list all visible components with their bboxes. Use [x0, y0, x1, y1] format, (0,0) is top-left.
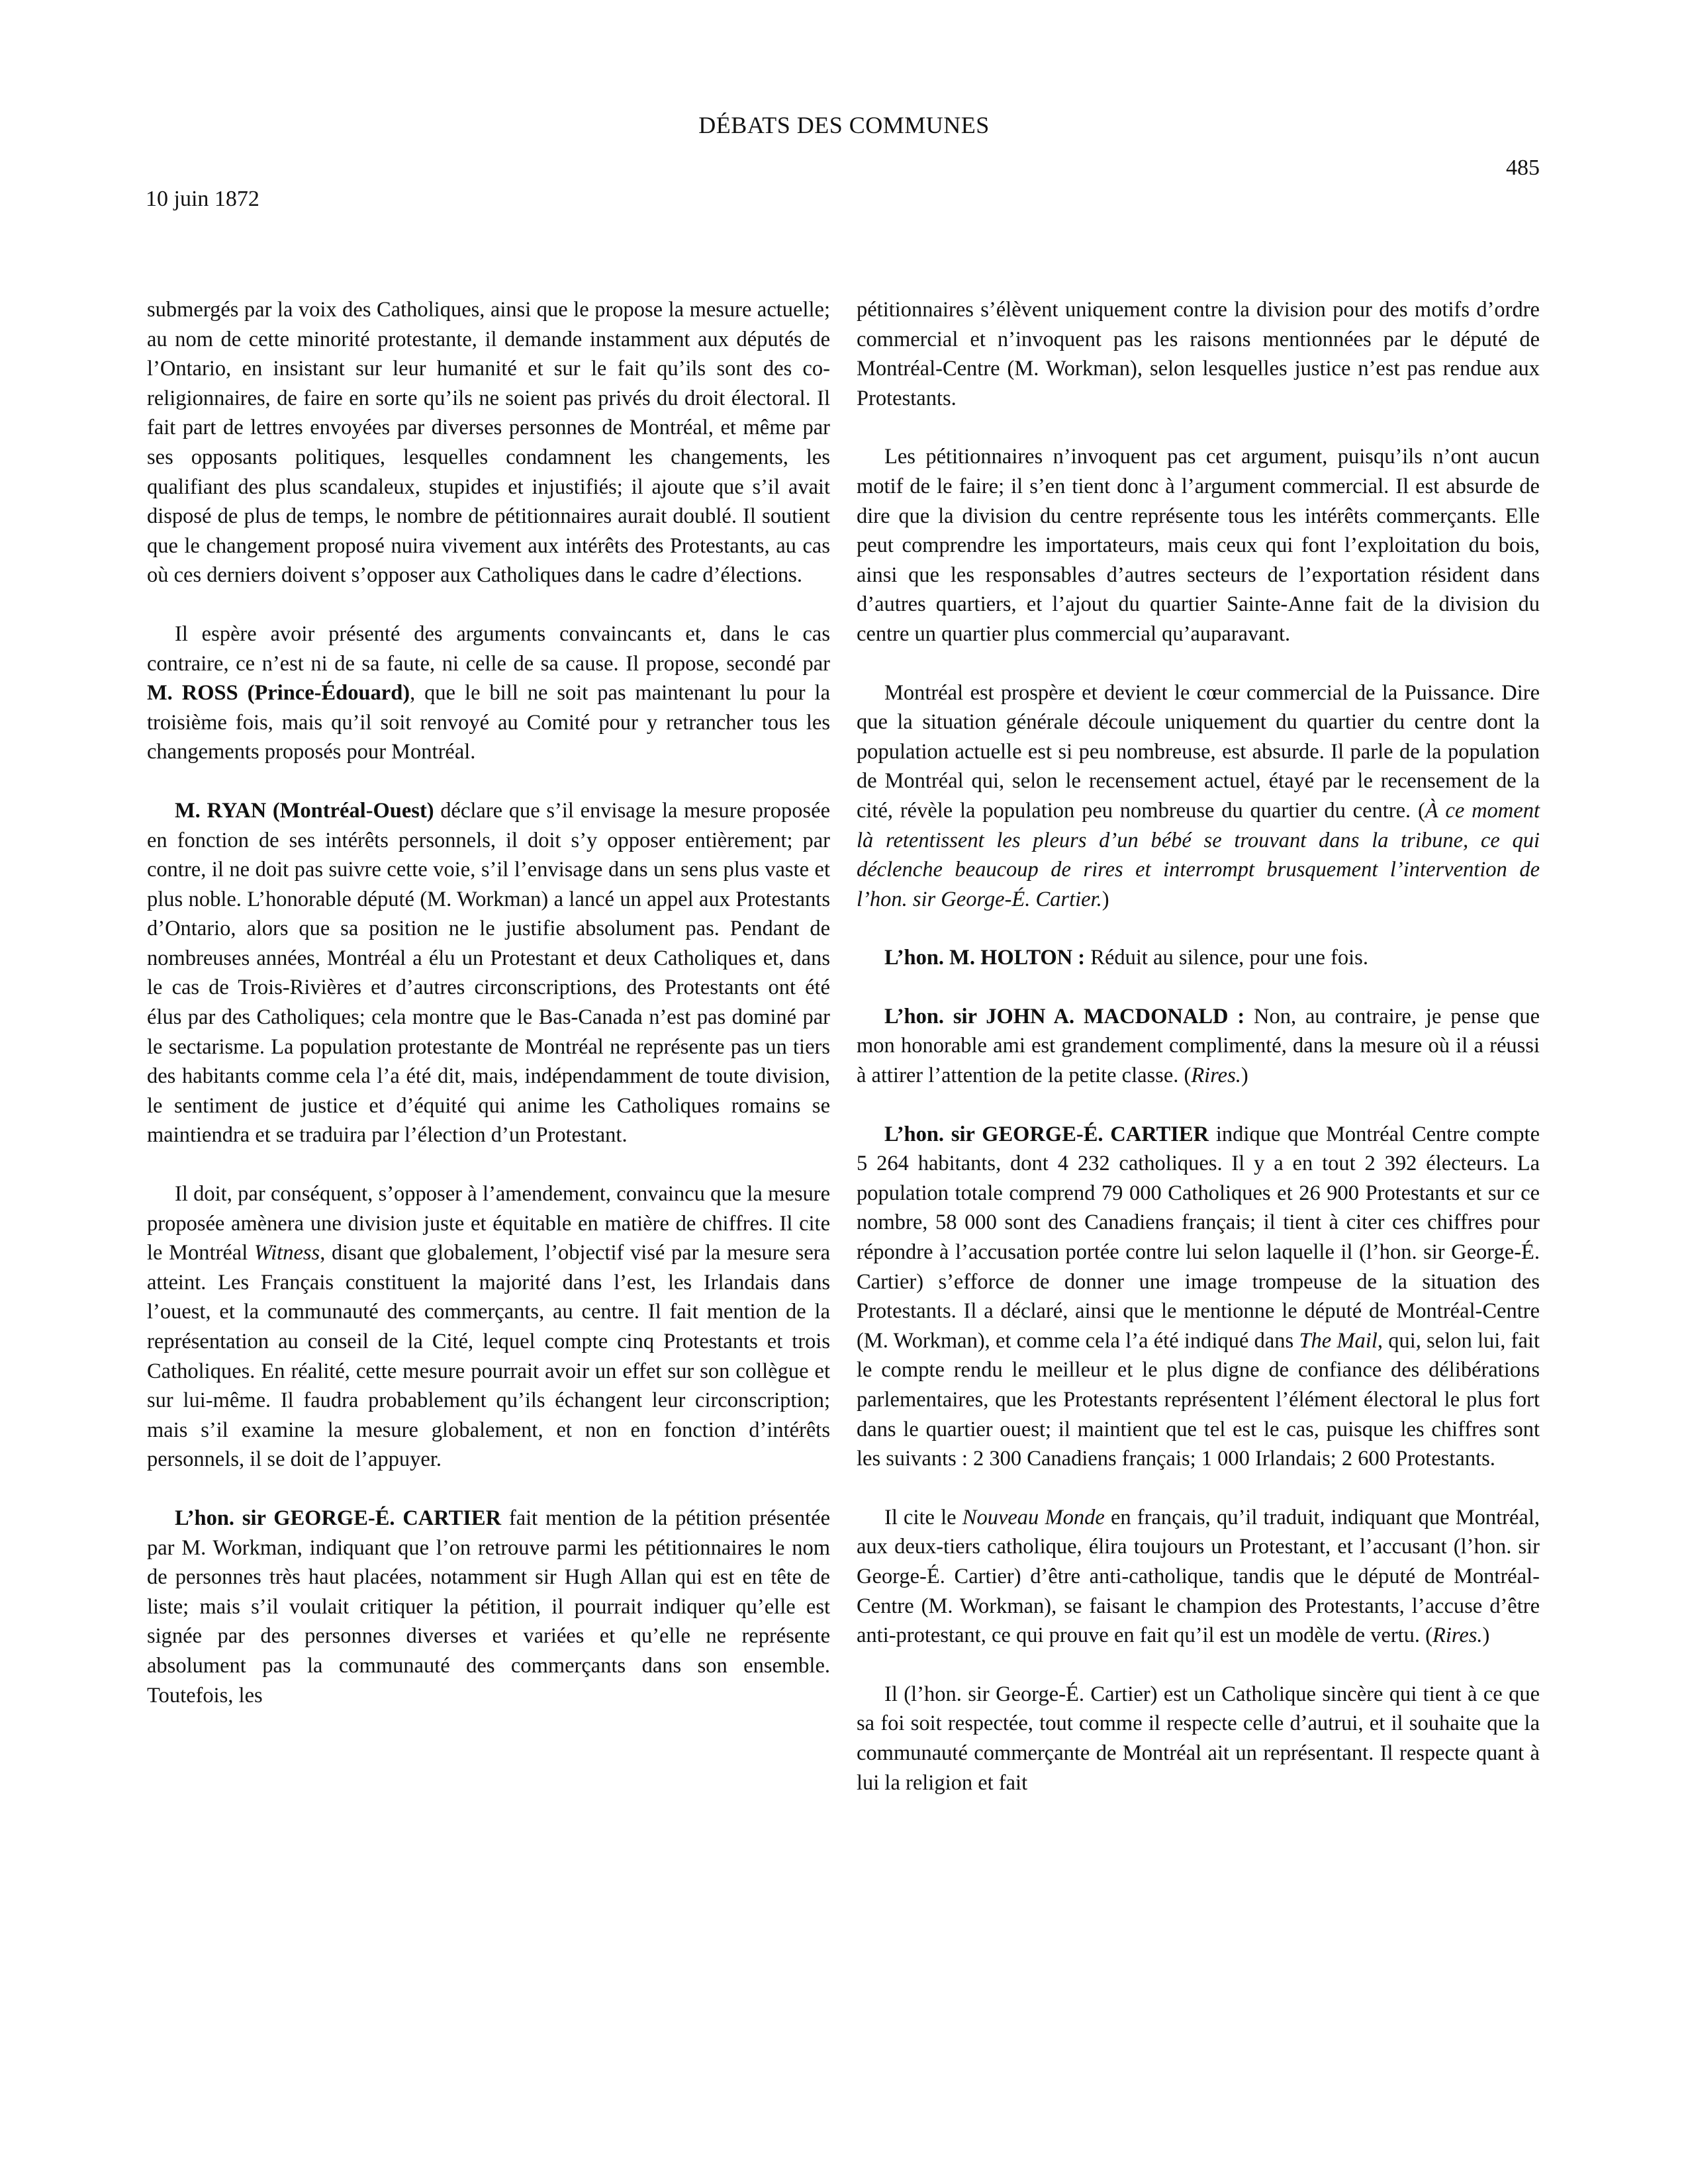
- paragraph-text: fait mention de la pétition présentée par M. Workman, indiquant que l’on retrouve parmi les pétitionnaires le nom de personnes très haut placées, notamment sir Hugh Allan qui est en tête de liste; mais s’il voulait critiquer la pétition, il pourrait indiquer qu’elle est signée par des personnes diverses et variées et qu’elle ne représente absolument pas la communauté des commerçants dans son ensemble. Toutefois, les: [147, 1506, 830, 1707]
- paragraph-text: Il espère avoir présenté des arguments convaincants et, dans le cas contraire, ce n’est ni de sa faute, ni celle de sa cause. Il propose, secondé par: [147, 621, 830, 676]
- paragraph-text: , disant que globalement, l’objectif visé par la mesure sera atteint. Les Français constituent la majorité dans l’est, les Irlandais dans l’ouest, et la communauté des commerçants, au centre. Il fait mention de la représentation au conseil de la Cité, lequel compte cinq Protestants et trois Catholiques. En réalité, cette mesure pourrait avoir un effet sur son collègue et sur lui-même. Il faudra probablement qu’ils échangent leur circonscription; mais s’il examine la mesure globalement, et non en fonction d’intérêts personnels, il se doit de l’appuyer.: [147, 1241, 830, 1472]
- speaker-name: M. RYAN (Montréal-Ouest): [175, 798, 434, 823]
- speaker-name: L’hon. sir JOHN A. MACDONALD :: [884, 1004, 1245, 1028]
- speech-paragraph: [147, 796, 830, 1150]
- paragraph-text: ): [1482, 1623, 1490, 1648]
- paragraph-text: en français, qu’il traduit, indiquant que Montréal, aux deux-tiers catholique, élira toujours un Protestant, et l’accusant (l’hon. sir George-É. Cartier) d’être anti-catholique, tandis que le député de Montréal-Centre (M. Workman), se faisant le champion des Protestants, l’accuse d’être anti-protestant, ce qui prouve en fait qu’il est un modèle de vertu. (: [857, 1505, 1540, 1648]
- paragraph: submergés par la voix des Catholiques, ainsi que le propose la mesure actuelle; au nom de cette minorité protestante, il demande instamment aux députés de l’Ontario, en insistant sur leur humanité et sur le fait qu’ils sont des co-religionnaires, de faire en sorte qu’ils ne soient pas privés du droit électoral. Il fait part de lettres envoyées par diverses personnes de Montréal, et même par ses opposants politiques, lesquelles condamnent les changements, les qualifiant des plus scandaleux, stupides et injustifiés; il ajoute que s’il avait disposé de plus de temps, le nombre de pétitionnaires aurait doublé. Il soutient que le changement proposé nuira vivement aux intérêts des Protestants, au cas où ces derniers doivent s’opposer aux Catholiques dans le cadre d’élections.: [147, 298, 830, 588]
- right-column: [857, 295, 1540, 1827]
- paragraph: [147, 1179, 830, 1475]
- stage-direction: Rires.: [1432, 1623, 1483, 1648]
- paragraph: Il (l’hon. sir George-É. Cartier) est un Catholique sincère qui tient à ce que sa foi soit respectée, tout comme il respecte celle d’autrui, et il souhaite que la communauté commerçante de Montréal ait un représentant. Il respecte quant à lui la religion et fait: [857, 1682, 1540, 1795]
- page-date: 10 juin 1872: [146, 187, 259, 211]
- paragraph-text: , que le bill ne soit pas maintenant lu pour la troisième fois, mais qu’il soit renvoyé au Comité pour y retrancher tous les changements proposés pour Montréal.: [147, 681, 830, 764]
- speech-paragraph: [857, 1002, 1540, 1091]
- paragraph-text: Réduit au silence, pour une fois.: [1085, 946, 1368, 970]
- speech-paragraph: [857, 943, 1540, 973]
- paragraph-text: Montréal est prospère et devient le cœur commercial de la Puissance. Dire que la situation générale découle uniquement du quartier du centre dont la population actuelle est si peu nombreuse, est absurde. Il parle de la population de Montréal qui, selon le recensement actuel, étayé par le recensement de la cité, révèle la population peu nombreuse du quartier du centre. (: [857, 680, 1540, 823]
- paragraph: [857, 1503, 1540, 1651]
- paragraph-text: , qui, selon lui, fait le compte rendu le meilleur et le plus digne de confiance des délibérations parlementaires, que les Protestants représentent l’élément électoral le plus fort dans le quartier ouest; il maintient que tel est le cas, puisque les chiffres sont les suivants : 2 300 Canadiens français; 1 000 Irlandais; 2 600 Protestants.: [857, 1328, 1540, 1471]
- speech-paragraph: [147, 1504, 830, 1710]
- paragraph-text: Non, au contraire, je pense que mon honorable ami est grandement complimenté, dans la mesure où il a réussi à attirer l’attention de la petite classe. (: [857, 1004, 1540, 1088]
- speaker-name: L’hon. sir GEORGE-É. CARTIER: [884, 1122, 1209, 1146]
- paragraph-text: Il cite le: [884, 1505, 962, 1529]
- stage-direction: À ce moment là retentissent les pleurs d’un bébé se trouvant dans la tribune, ce qui déclenche beaucoup de rires et interrompt brusquement l’intervention de l’hon. sir George-É. Cartier.: [857, 798, 1540, 911]
- paragraph: [857, 678, 1540, 915]
- paragraph-text: déclare que s’il envisage la mesure proposée en fonction de ses intérêts personnels, il doit s’y opposer entièrement; par contre, il ne doit pas suivre cette voie, s’il l’envisage dans un sens plus vaste et plus noble. L’honorable député (M. Workman) a lancé un appel aux Protestants d’Ontario, alors que sa position ne le justifie absolument pas. Pendant de nombreuses années, Montréal a élu un Protestant et deux Catholiques et, dans le cas de Trois-Rivières et d’autres circonscriptions, des Protestants ont été élus par des Catholiques; cela montre que le Bas-Canada n’est pas dominé par le sectarisme. La population protestante de Montréal ne représente pas un tiers des habitants comme cela l’a été dit, mais, indépendamment de toute division, le sentiment de justice et d’équité qui anime les Catholiques romains se maintiendra et se traduira par l’élection d’un Protestant.: [147, 798, 830, 1148]
- paragraph-text: Il doit, par conséquent, s’opposer à l’amendement, convaincu que la mesure proposée amènera une division juste et équitable en matière de chiffres. Il cite le Montréal: [147, 1182, 830, 1265]
- newspaper-title: Nouveau Monde: [962, 1505, 1105, 1529]
- stage-direction: Rires.: [1191, 1064, 1241, 1088]
- page-number: 485: [1506, 156, 1540, 180]
- left-column: [147, 295, 830, 1739]
- paragraph: pétitionnaires s’élèvent uniquement contre la division pour des motifs d’ordre commercial et n’invoquent pas les raisons mentionnées par le député de Montréal-Centre (M. Workman), selon lesquelles justice n’est pas rendue aux Protestants.: [857, 298, 1540, 410]
- newspaper-title: Witness: [254, 1241, 320, 1265]
- paragraph-text: indique que Montréal Centre compte 5 264 habitants, dont 4 232 catholiques. Il y a en tout 2 392 électeurs. La population totale comprend 79 000 Catholiques et 26 900 Protestants et sur ce nombre, 58 000 sont des Canadiens français; il tient à citer ces chiffres pour répondre à l’accusation portée contre lui selon laquelle il (l’hon. sir George-É. Cartier) s’efforce de donner une image trompeuse de la situation des Protestants. Il a déclaré, ainsi que le mentionne le député de Montréal-Centre (M. Workman), et comme cela l’a été indiqué dans: [857, 1122, 1540, 1353]
- page-header: DÉBATS DES COMMUNES: [698, 112, 990, 138]
- newspaper-title: The Mail: [1299, 1328, 1378, 1353]
- paragraph-text: ): [1241, 1064, 1248, 1088]
- paragraph: [147, 619, 830, 767]
- speaker-name: M. ROSS (Prince-Édouard): [147, 681, 410, 705]
- paragraph-text: ): [1102, 887, 1109, 911]
- speaker-name: L’hon. M. HOLTON :: [884, 946, 1086, 970]
- paragraph: Les pétitionnaires n’invoquent pas cet argument, puisqu’ils n’ont aucun motif de le faire; il s’en tient donc à l’argument commercial. Il est absurde de dire que la division du centre représente tous les intérêts commerçants. Elle peut comprendre les importateurs, mais ceux qui font l’exploitation du bois, ainsi que les responsables d’autres secteurs de l’exportation résident dans d’autres quartiers, et l’ajout du quartier Sainte-Anne fait de la division du centre un quartier plus commercial qu’auparavant.: [857, 445, 1540, 646]
- speech-paragraph: [857, 1120, 1540, 1474]
- speaker-name: L’hon. sir GEORGE-É. CARTIER: [175, 1506, 502, 1530]
